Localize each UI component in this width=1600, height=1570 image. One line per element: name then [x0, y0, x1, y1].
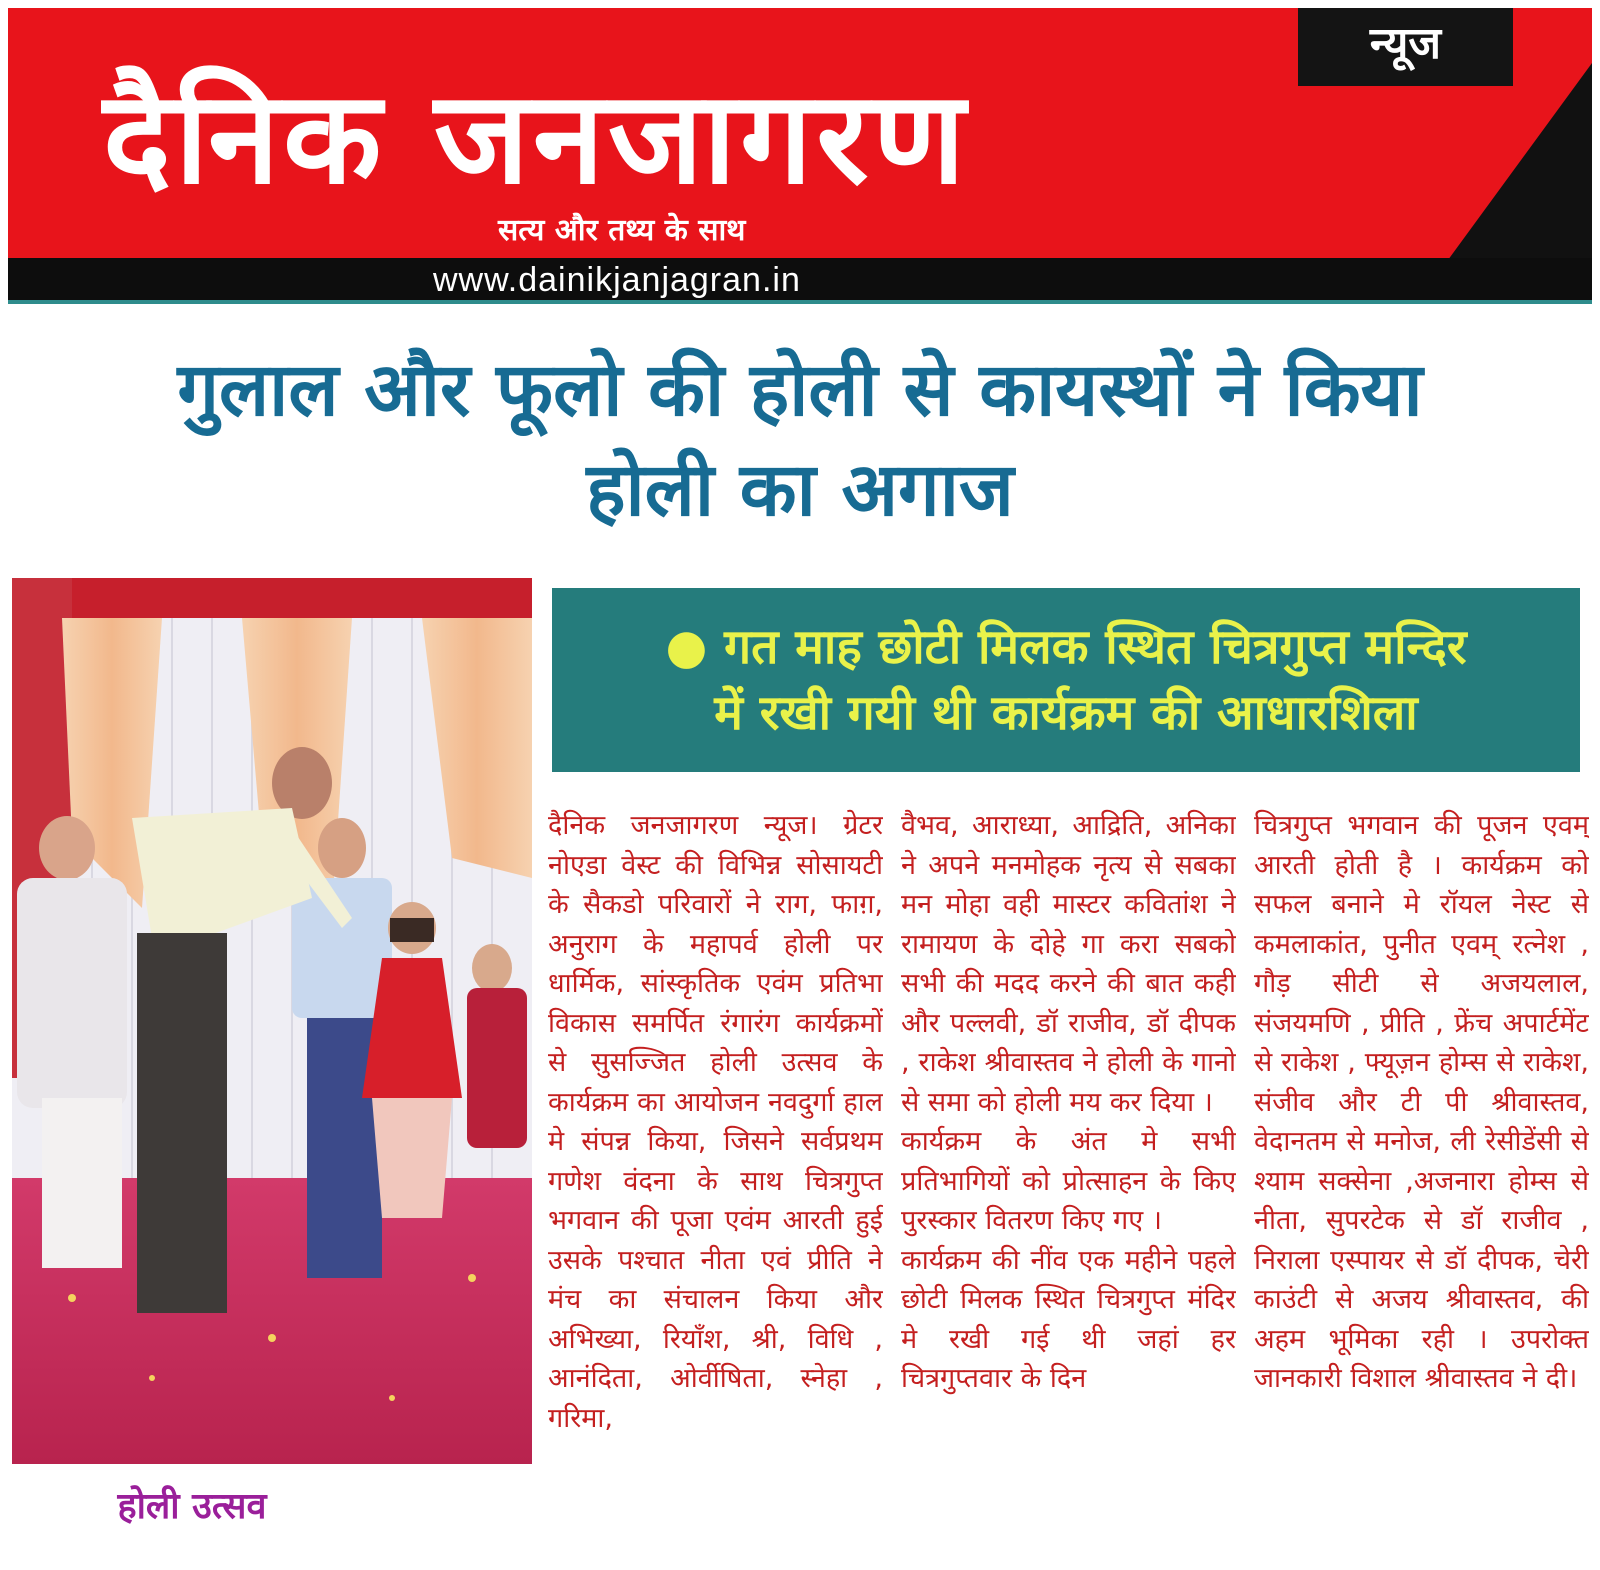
- subheadline-box: [552, 588, 1580, 772]
- event-photo: [12, 578, 532, 1464]
- subheadline-line-2: में रखी गयी थी कार्यक्रम की आधारशिला: [714, 685, 1418, 741]
- article-body: [548, 806, 1590, 1566]
- article-paragraph: चित्रगुप्त भगवान की पूजन एवम् आरती होती है । कार्यक्रम को सफल बनाने मे रॉयल नेस्ट से कमलाकांत, पुनीत एवम् रत्नेश , गौड़ सीटी से अजयलाल, संजयमणि , प्रीति , फ्रेंच अपार्टमेंट से राकेश , फ्यूज़न होम्स से राकेश, संजीव और टी पी श्रीवास्तव, वेदानतम से मनोज, ली रेसीडेंसी से श्याम सक्सेना ,अजनारा होम्स से नीता, सुपरटेक से डॉ राजीव , निराला एस्पायर से डॉ दीपक, चेरी काउंटी से अजय श्रीवास्तव, की अहम भूमिका रही । उपरोक्त जानकारी विशाल श्रीवास्तव ने दी।: [1254, 810, 1589, 1394]
- masthead-divider: [8, 300, 1592, 304]
- article-column-3: [1254, 806, 1589, 1566]
- event-photo-illustration: [12, 578, 532, 1464]
- article-paragraph: दैनिक जनजागरण न्यूज। ग्रेटर नोएडा वेस्ट की विभिन्न सोसायटी के सैकडो परिवारों ने राग, फाग़, अनुराग के महापर्व होली पर धार्मिक, सांस्कृतिक एवंम प्रतिभा विकास समर्पित रंगारंग कार्यक्रमों से सुसज्जित होली उत्सव के कार्यक्रम का आयोजन नवदुर्गा हाल मे संपन्न किया, जिसने सर्वप्रथम गणेश वंदना के साथ चित्रगुप्त भगवान की पूजा एवंम आरती हुई उसके पश्चात नीता एवं प्रीति ने मंच का संचालन किया और अभिख्या, रियाँश, श्री, विधि , आनंदिता, ओर्वीषिता, स्नेहा , गरिमा,: [548, 810, 883, 1434]
- masthead: [8, 8, 1592, 300]
- article-column-1: [548, 806, 883, 1566]
- article-column-2: [901, 806, 1236, 1566]
- tagline: सत्य और तथ्य के साथ: [498, 213, 746, 248]
- website-url: www.dainikjanjagran.in: [433, 261, 801, 299]
- headline: [15, 340, 1585, 540]
- headline-line-2: होली का अगाज: [586, 447, 1014, 533]
- news-tag: न्यूज: [1298, 8, 1513, 86]
- article-paragraph: कार्यक्रम के अंत मे सभी प्रतिभागियों को प्रोत्साहन के किए पुरस्कार वितरण किए गए ।: [901, 1126, 1236, 1236]
- article-paragraph: वैभव, आराध्या, आद्रिति, अनिका ने अपने मनमोहक नृत्य से सबका मन मोहा वही मास्टर कवितांश ने रामायण के दोहे गा करा सबको सभी की मदद करने की बात कही और पल्लवी, डॉ राजीव, डॉ दीपक , राकेश श्रीवास्तव ने होली के गानो से समा को होली मय कर दिया ।: [901, 810, 1236, 1118]
- headline-line-1: गुलाल और फूलो की होली से कायस्थों ने किया: [177, 347, 1423, 433]
- subheadline-line-1: ● गत माह छोटी मिलक स्थित चित्रगुप्त मन्दिर: [665, 619, 1467, 675]
- article-paragraph: कार्यक्रम की नींव एक महीने पहले छोटी मिलक स्थित चित्रगुप्त मंदिर मे रखी गई थी जहां हर चित्रगुप्तवार के दिन: [901, 1244, 1236, 1394]
- photo-caption: होली उत्सव: [117, 1486, 267, 1527]
- newspaper-logo: दैनिक जनजागरण: [103, 64, 970, 213]
